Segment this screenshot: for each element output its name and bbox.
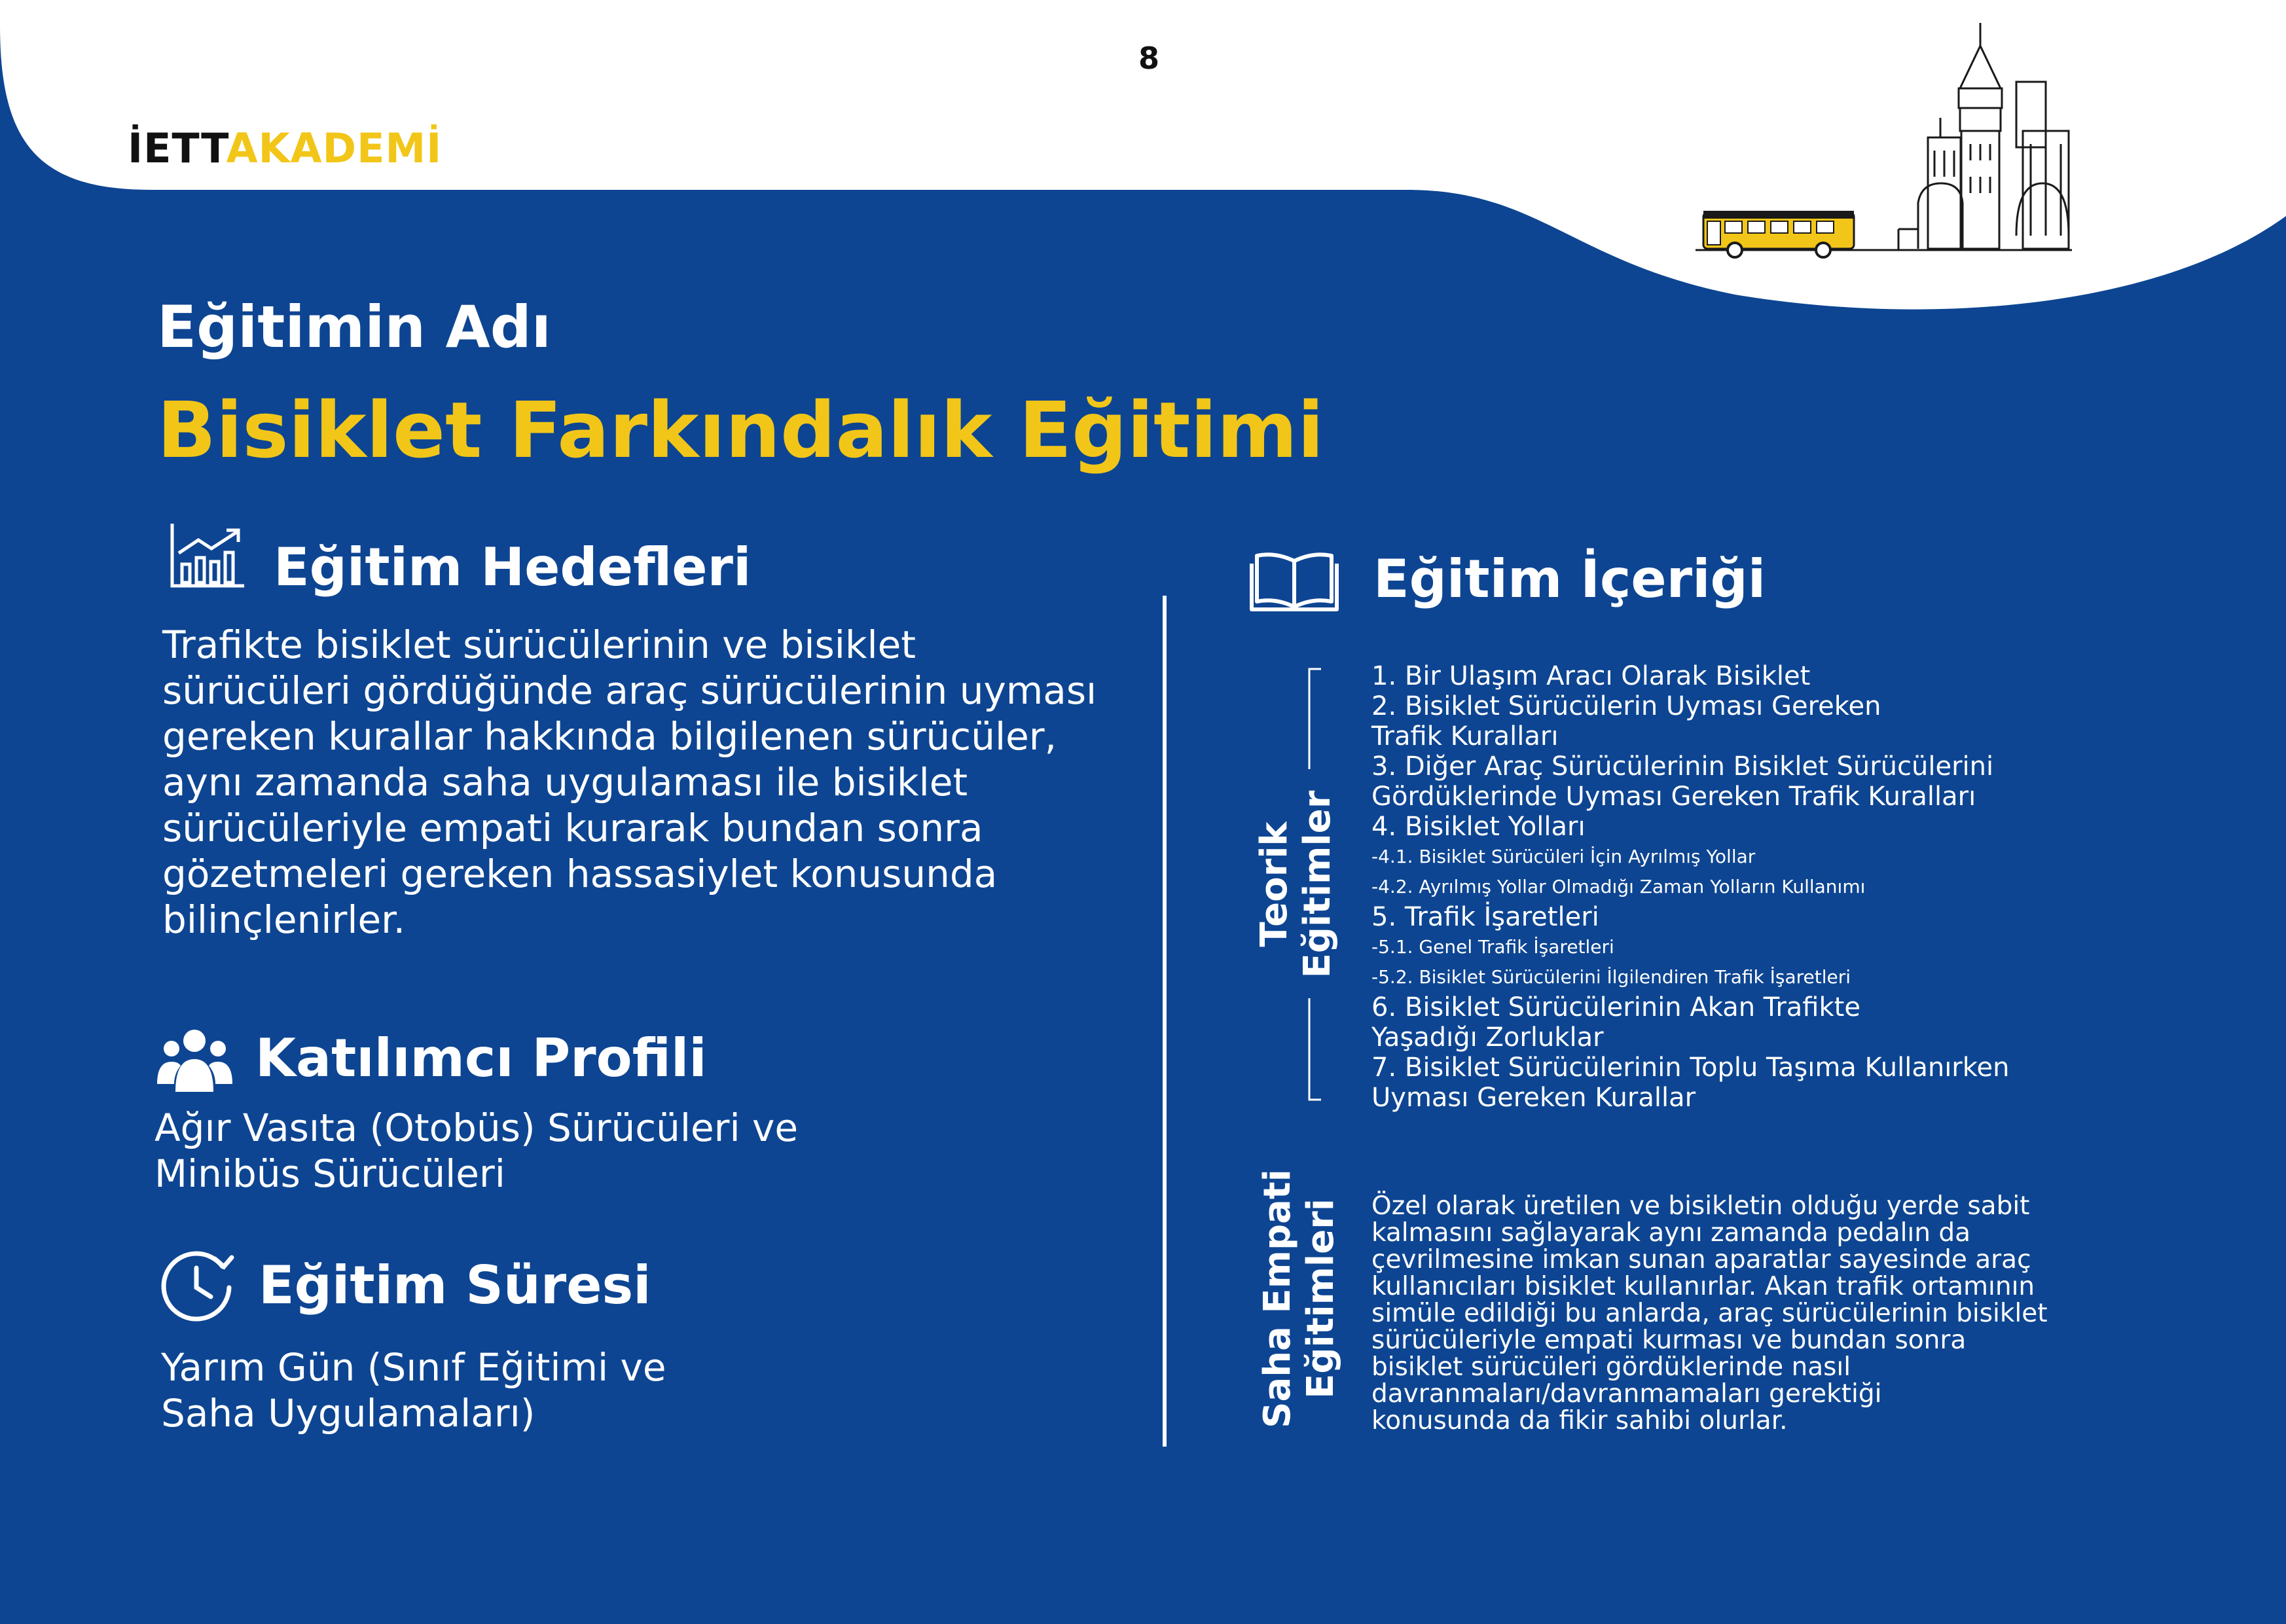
list-item: 3. Diğer Araç Sürücülerinin Bisiklet Sürücülerini <box>1371 751 1994 782</box>
training-title: Bisiklet Farkındalık Eğitimi <box>157 385 1324 475</box>
list-item: Uyması Gereken Kurallar <box>1371 1083 1696 1113</box>
people-group-icon <box>157 1026 232 1092</box>
list-item: 2. Bisiklet Sürücülerin Uyması Gereken <box>1371 691 1881 721</box>
logo-part-akademi: AKADEMİ <box>226 124 443 172</box>
list-subitem: -4.1. Bisiklet Sürücüleri İçin Ayrılmış Yollar <box>1371 846 1756 867</box>
field-line: kalmasını sağlayarak aynı zamanda pedalın da <box>1371 1218 1971 1248</box>
list-item: 1. Bir Ulaşım Aracı Olarak Bisiklet <box>1371 661 1811 691</box>
field-line: Özel olarak üretilen ve bisikletin olduğu yerde sabit <box>1371 1191 2030 1221</box>
training-name-label: Eğitimin Adı <box>157 293 551 361</box>
list-item: 5. Trafik İşaretleri <box>1371 902 1599 932</box>
clock-icon <box>157 1247 236 1326</box>
list-subitem: -5.1. Genel Trafik İşaretleri <box>1371 936 1614 958</box>
theory-label-line: Eğitimler <box>1296 790 1339 979</box>
goals-line: Trafikte bisiklet sürücülerinin ve bisiklet <box>162 623 916 667</box>
goals-line: aynı zamanda saha uygulaması ile bisiklet <box>162 760 968 804</box>
goals-heading: Eğitim Hedefleri <box>274 537 752 598</box>
field-label-line: Saha Empati <box>1256 1169 1299 1428</box>
column-divider <box>1163 596 1167 1447</box>
list-item: 4. Bisiklet Yolları <box>1371 812 1586 842</box>
participants-text <box>154 1105 1071 1197</box>
list-item: Yaşadığı Zorluklar <box>1371 1022 1604 1053</box>
field-line: bisiklet sürücüleri gördüklerinde nasıl <box>1371 1352 1851 1382</box>
logo-part-iett: İETT <box>128 124 227 172</box>
theory-label-line: Teorik <box>1253 821 1296 947</box>
field-line: kullanıcıları bisiklet kullanırlar. Akan trafik ortamının <box>1371 1272 2035 1301</box>
duration-line: Saha Uygulamaları) <box>161 1391 535 1435</box>
goals-line: gereken kurallar hakkında bilgilenen sürücüler, <box>162 714 1057 759</box>
participants-line: Minibüs Sürücüleri <box>154 1151 505 1196</box>
content-heading: Eğitim İçeriği <box>1373 549 1766 609</box>
growth-chart-icon <box>169 524 246 589</box>
duration-text <box>161 1344 1078 1436</box>
goals-line: bilinçlenirler. <box>162 897 406 942</box>
content-list <box>1371 661 2092 1113</box>
istanbul-skyline-bus-icon <box>1696 20 2082 262</box>
participants-heading: Katılımcı Profili <box>255 1028 707 1089</box>
field-training-label <box>1256 1161 1343 1436</box>
field-line: davranmaları/davranmamaları gerektiği <box>1371 1379 1882 1409</box>
iett-akademi-logo <box>128 124 442 172</box>
list-subitem: -4.2. Ayrılmış Yollar Olmadığı Zaman Yolların Kullanımı <box>1371 876 1866 897</box>
goals-line: sürücüleriyle empati kurarak bundan sonra <box>162 806 983 850</box>
goals-line: gözetmeleri gereken hassasiylet konusunda <box>162 852 998 896</box>
list-item: 6. Bisiklet Sürücülerinin Akan Trafikte <box>1371 992 1860 1022</box>
field-line: konusunda da fikir sahibi olurlar. <box>1371 1406 1788 1435</box>
list-item: 7. Bisiklet Sürücülerinin Toplu Taşıma Kullanırken <box>1371 1053 2010 1083</box>
list-item: Trafik Kuralları <box>1371 721 1559 751</box>
duration-heading: Eğitim Süresi <box>259 1255 651 1316</box>
open-book-icon <box>1249 547 1339 612</box>
field-line: simüle edildiği bu anlarda, araç sürücülerinin bisiklet <box>1371 1299 2048 1328</box>
duration-line: Yarım Gün (Sınıf Eğitimi ve <box>161 1345 666 1390</box>
goals-text <box>162 622 1112 943</box>
theory-label <box>1253 780 1339 989</box>
list-subitem: -5.2. Bisiklet Sürücülerini İlgilendiren Trafik İşaretleri <box>1371 966 1851 988</box>
participants-line: Ağır Vasıta (Otobüs) Sürücüleri ve <box>154 1106 799 1150</box>
goals-line: sürücüleri gördüğünde araç sürücülerinin uyması <box>162 668 1097 713</box>
field-line: sürücüleriyle empati kurması ve bundan sonra <box>1371 1326 1967 1355</box>
list-item: Gördüklerinde Uyması Gereken Trafik Kuralları <box>1371 782 1976 812</box>
page-number: 8 <box>1138 41 1159 76</box>
field-line: çevrilmesine imkan sunan aparatlar sayesinde araç <box>1371 1245 2031 1274</box>
field-training-text <box>1371 1193 2098 1434</box>
field-label-line: Eğitimleri <box>1299 1199 1342 1399</box>
